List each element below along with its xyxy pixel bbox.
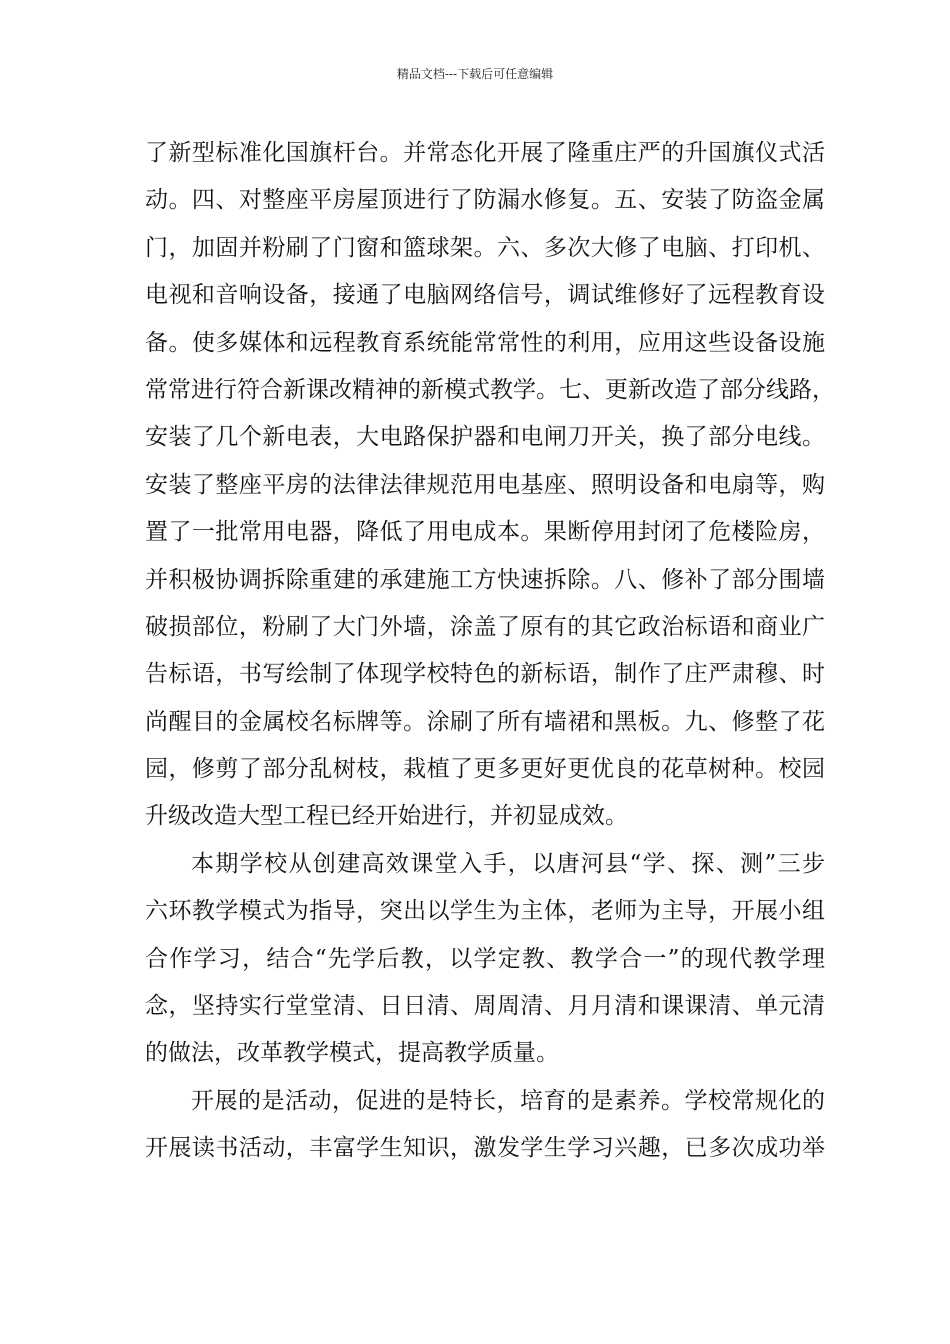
text-line: 动。四、对整座平房屋顶进行了防漏水修复。五、安装了防盗金属 <box>145 187 825 214</box>
text-line: 破损部位，粉刷了大门外墙，涂盖了原有的其它政治标语和商业广 <box>145 613 825 640</box>
text-line: 告标语，书写绘制了体现学校特色的新标语，制作了庄严肃穆、时 <box>145 661 825 688</box>
text-line: 门，加固并粉刷了门窗和篮球架。六、多次大修了电脑、打印机、 <box>145 234 825 261</box>
text-line: 的做法，改革教学模式，提高教学质量。 <box>145 1040 559 1067</box>
text-line: 并积极协调拆除重建的承建施工方快速拆除。八、修补了部分围墙 <box>145 566 825 593</box>
text-line: 置了一批常用电器，降低了用电成本。果断停用封闭了危楼险房， <box>145 519 825 546</box>
text-line: 念，坚持实行堂堂清、日日清、周周清、月月清和课课清、单元清 <box>145 993 825 1020</box>
text-line: 本期学校从创建高效课堂入手，以唐河县“学、探、测”三步 <box>191 850 825 877</box>
body-text <box>145 130 835 1173</box>
page-header: 精品文档---下载后可任意编辑 <box>396 67 554 81</box>
text-line: 升级改造大型工程已经开始进行，并初显成效。 <box>145 803 628 830</box>
text-line: 尚醒目的金属校名标牌等。涂刷了所有墙裙和黑板。九、修整了花 <box>145 708 825 735</box>
text-line: 备。使多媒体和远程教育系统能常常性的利用，应用这些设备设施 <box>145 329 825 356</box>
text-line: 六环教学模式为指导，突出以学生为主体，老师为主导，开展小组 <box>145 898 825 925</box>
text-line: 安装了几个新电表，大电路保护器和电闸刀开关，换了部分电线。 <box>145 424 825 451</box>
text-line: 了新型标准化国旗杆台。并常态化开展了隆重庄严的升国旗仪式活 <box>145 140 825 166</box>
text-line: 开展的是活动，促进的是特长，培育的是素养。学校常规化的 <box>191 1087 825 1114</box>
text-line: 合作学习，结合“先学后教，以学定教、教学合一”的现代教学理 <box>145 945 825 972</box>
text-line: 园，修剪了部分乱树枝，栽植了更多更好更优良的花草树种。校园 <box>145 756 825 783</box>
text-line: 开展读书活动，丰富学生知识，激发学生学习兴趣，已多次成功举 <box>145 1135 825 1162</box>
text-line: 电视和音响设备，接通了电脑网络信号，调试维修好了远程教育设 <box>145 282 825 309</box>
text-line: 常常进行符合新课改精神的新模式教学。七、更新改造了部分线路， <box>145 376 835 403</box>
text-line: 安装了整座平房的法律法律规范用电基座、照明设备和电扇等，购 <box>145 471 825 498</box>
